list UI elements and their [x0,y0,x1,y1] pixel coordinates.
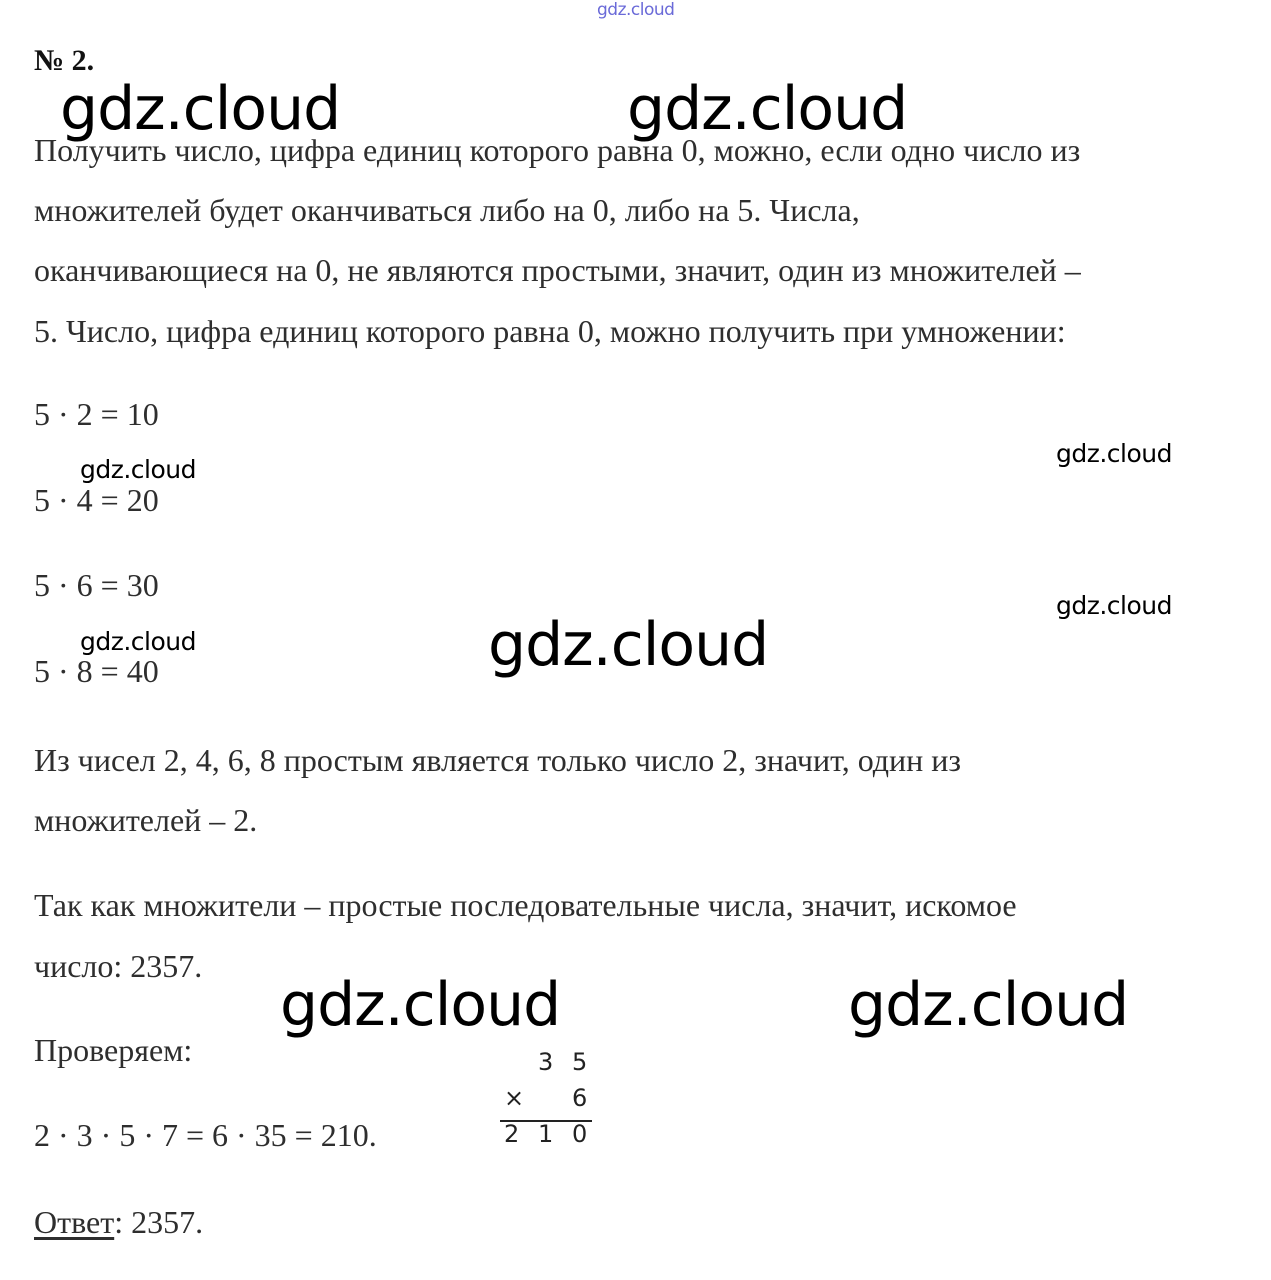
paragraph-1-line-2: множителей будет оканчиваться либо на 0, либо на 5. Числа, [34,192,860,228]
multiplier-row [498,1084,594,1120]
equation-4: 5 · 8 = 40 [34,653,159,689]
multiply-sign: × [504,1084,525,1112]
digit: 1 [538,1120,554,1148]
column-multiplication [498,1048,594,1156]
watermark: gdz.cloud [1056,591,1173,620]
check-expression: 2 · 3 · 5 · 7 = 6 · 35 = 210. [34,1117,377,1153]
digit: 5 [572,1048,588,1076]
equation-2: 5 · 4 = 20 [34,482,159,518]
watermark: gdz.cloud [280,970,561,1040]
paragraph-2-line-2: множителей – 2. [34,802,258,838]
equation-1: 5 · 2 = 10 [34,396,159,432]
task-number: № 2. [34,44,95,77]
paragraph-1-line-4: 5. Число, цифра единиц которого равна 0, можно получить при умножении: [34,313,1066,349]
watermark: gdz.cloud [80,627,197,656]
paragraph-3-line-1: Так как множители – простые последовательные числа, значит, искомое [34,887,1017,923]
paragraph-1-line-3: оканчивающиеся на 0, не являются простыми, значит, один из множителей – [34,252,1081,288]
paragraph-2-line-1: Из чисел 2, 4, 6, 8 простым является только число 2, значит, один из [34,742,962,778]
watermark: gdz.cloud [1056,439,1173,468]
paragraph-3-line-2: число: 2357. [34,948,203,984]
paragraph-1-line-1: Получить число, цифра единиц которого равна 0, можно, если одно число из [34,132,1081,168]
header-watermark: gdz.cloud [597,0,675,20]
answer-value: : 2357. [114,1204,204,1240]
watermark: gdz.cloud [60,74,341,144]
digit: 6 [572,1084,588,1112]
multiplicand-row [498,1048,594,1084]
digit: 2 [504,1120,520,1148]
answer-line [34,1204,203,1241]
digit: 3 [538,1048,554,1076]
answer-label: Ответ [34,1204,115,1240]
watermark: gdz.cloud [848,970,1129,1040]
digit: 0 [572,1120,588,1148]
watermark: gdz.cloud [488,610,769,680]
equation-3: 5 · 6 = 30 [34,567,159,603]
result-row [498,1120,594,1156]
check-label: Проверяем: [34,1032,193,1068]
watermark: gdz.cloud [80,455,197,484]
watermark: gdz.cloud [627,74,908,144]
